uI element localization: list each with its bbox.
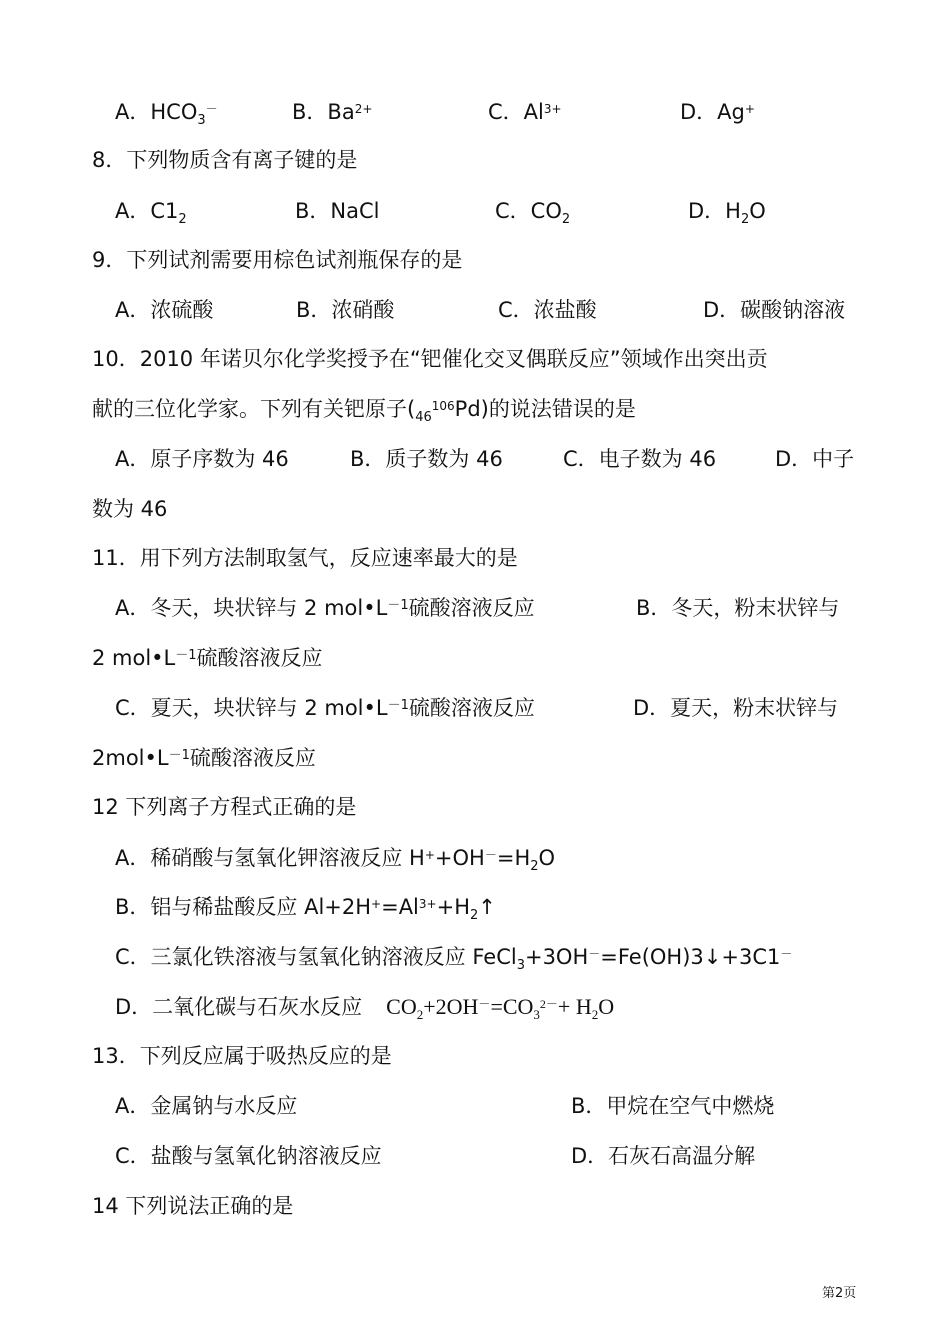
q9-option-d: D．碳酸钠溶液 <box>703 298 846 322</box>
q10-stem-line2: 献的三位化学家。下列有关钯原子$(_{46}^{106}Pd)$的说法错误的是 <box>92 397 636 425</box>
q14-stem: 14 下列说法正确的是 <box>92 1194 294 1218</box>
q10-option-c: C．电子数为 46 <box>563 447 717 471</box>
q11-stem: 11．用下列方法制取氢气，反应速率最大的是 <box>92 546 518 570</box>
q11-option-d: D．夏天，粉末状锌与 <box>633 696 839 720</box>
q12-option-b: B．铝与稀盐酸反应 $Al+2H^+=Al^{3+}+H_2↑$ <box>115 895 496 923</box>
q7-option-c: C．$Al^{3+}$ <box>488 100 562 124</box>
q12-option-a: A．稀硝酸与氢氧化钾溶液反应 $H^++OH^-=H_2O$ <box>115 846 556 874</box>
q10-option-d-continued: 数为 46 <box>92 497 168 521</box>
q8-option-c: C．$CO_2$ <box>495 199 571 227</box>
q9-option-b: B．浓硝酸 <box>296 298 395 322</box>
q11-option-d-continued: $2mol•L^{-1}$硫酸溶液反应 <box>92 746 316 770</box>
q10-stem-line1: 10．2010 年诺贝尔化学奖授予在“钯催化交叉偶联反应”领域作出突出贡 <box>92 347 768 371</box>
q11-option-a: A．冬天，块状锌与 2 $mol•L^{-1}$硫酸溶液反应 <box>115 596 535 620</box>
q12-option-c: C．三氯化铁溶液与氢氧化钠溶液反应 FeCl$_3$+3OH－=Fe(OH)3↓+3C1－ <box>115 945 793 973</box>
q13-option-c: C．盐酸与氢氧化钠溶液反应 <box>115 1144 382 1168</box>
q8-stem: 8．下列物质含有离子键的是 <box>92 148 358 172</box>
q10-option-a: A．原子序数为 46 <box>115 447 289 471</box>
q13-option-d: D．石灰石高温分解 <box>571 1144 756 1168</box>
q10-option-d: D．中子 <box>775 447 855 471</box>
q12-option-d: D．二氧化碳与石灰水反应 $CO_2+2OH^-=CO_3^{2-}+ H_2O$ <box>115 994 615 1022</box>
q13-stem: 13．下列反应属于吸热反应的是 <box>92 1044 392 1068</box>
q11-option-b: B．冬天，粉末状锌与 <box>636 596 840 620</box>
q13-option-b: B．甲烷在空气中燃烧 <box>571 1094 775 1118</box>
q9-stem: 9．下列试剂需要用棕色试剂瓶保存的是 <box>92 248 463 272</box>
q12-stem: 12 下列离子方程式正确的是 <box>92 795 357 819</box>
q11-option-c: C．夏天，块状锌与 2 $mol•L^{-1}$硫酸溶液反应 <box>115 696 535 720</box>
q7-option-d: D．Ag+ <box>680 100 755 124</box>
q9-option-a: A．浓硫酸 <box>115 298 214 322</box>
q8-option-b: B．NaCl <box>295 199 380 223</box>
q13-option-a: A．金属钠与水反应 <box>115 1094 298 1118</box>
q10-option-b: B．质子数为 46 <box>350 447 503 471</box>
q8-option-d: D．$H_2O$ <box>688 199 766 227</box>
q9-option-c: C．浓盐酸 <box>498 298 597 322</box>
page-number: 第2页 <box>822 1286 857 1301</box>
q12-option-d-equation: $CO_2+2OH^-=CO_3^{2-}+ H_2O$ <box>386 994 615 1022</box>
q7-option-a: A．$HCO_3^-$ <box>115 100 218 128</box>
q7-option-b: B．$Ba^{2+}$ <box>292 100 373 124</box>
q8-option-a: A．$C1_2$ <box>115 199 187 227</box>
q11-option-b-continued: 2 $mol•L^{-1}$硫酸溶液反应 <box>92 646 323 670</box>
